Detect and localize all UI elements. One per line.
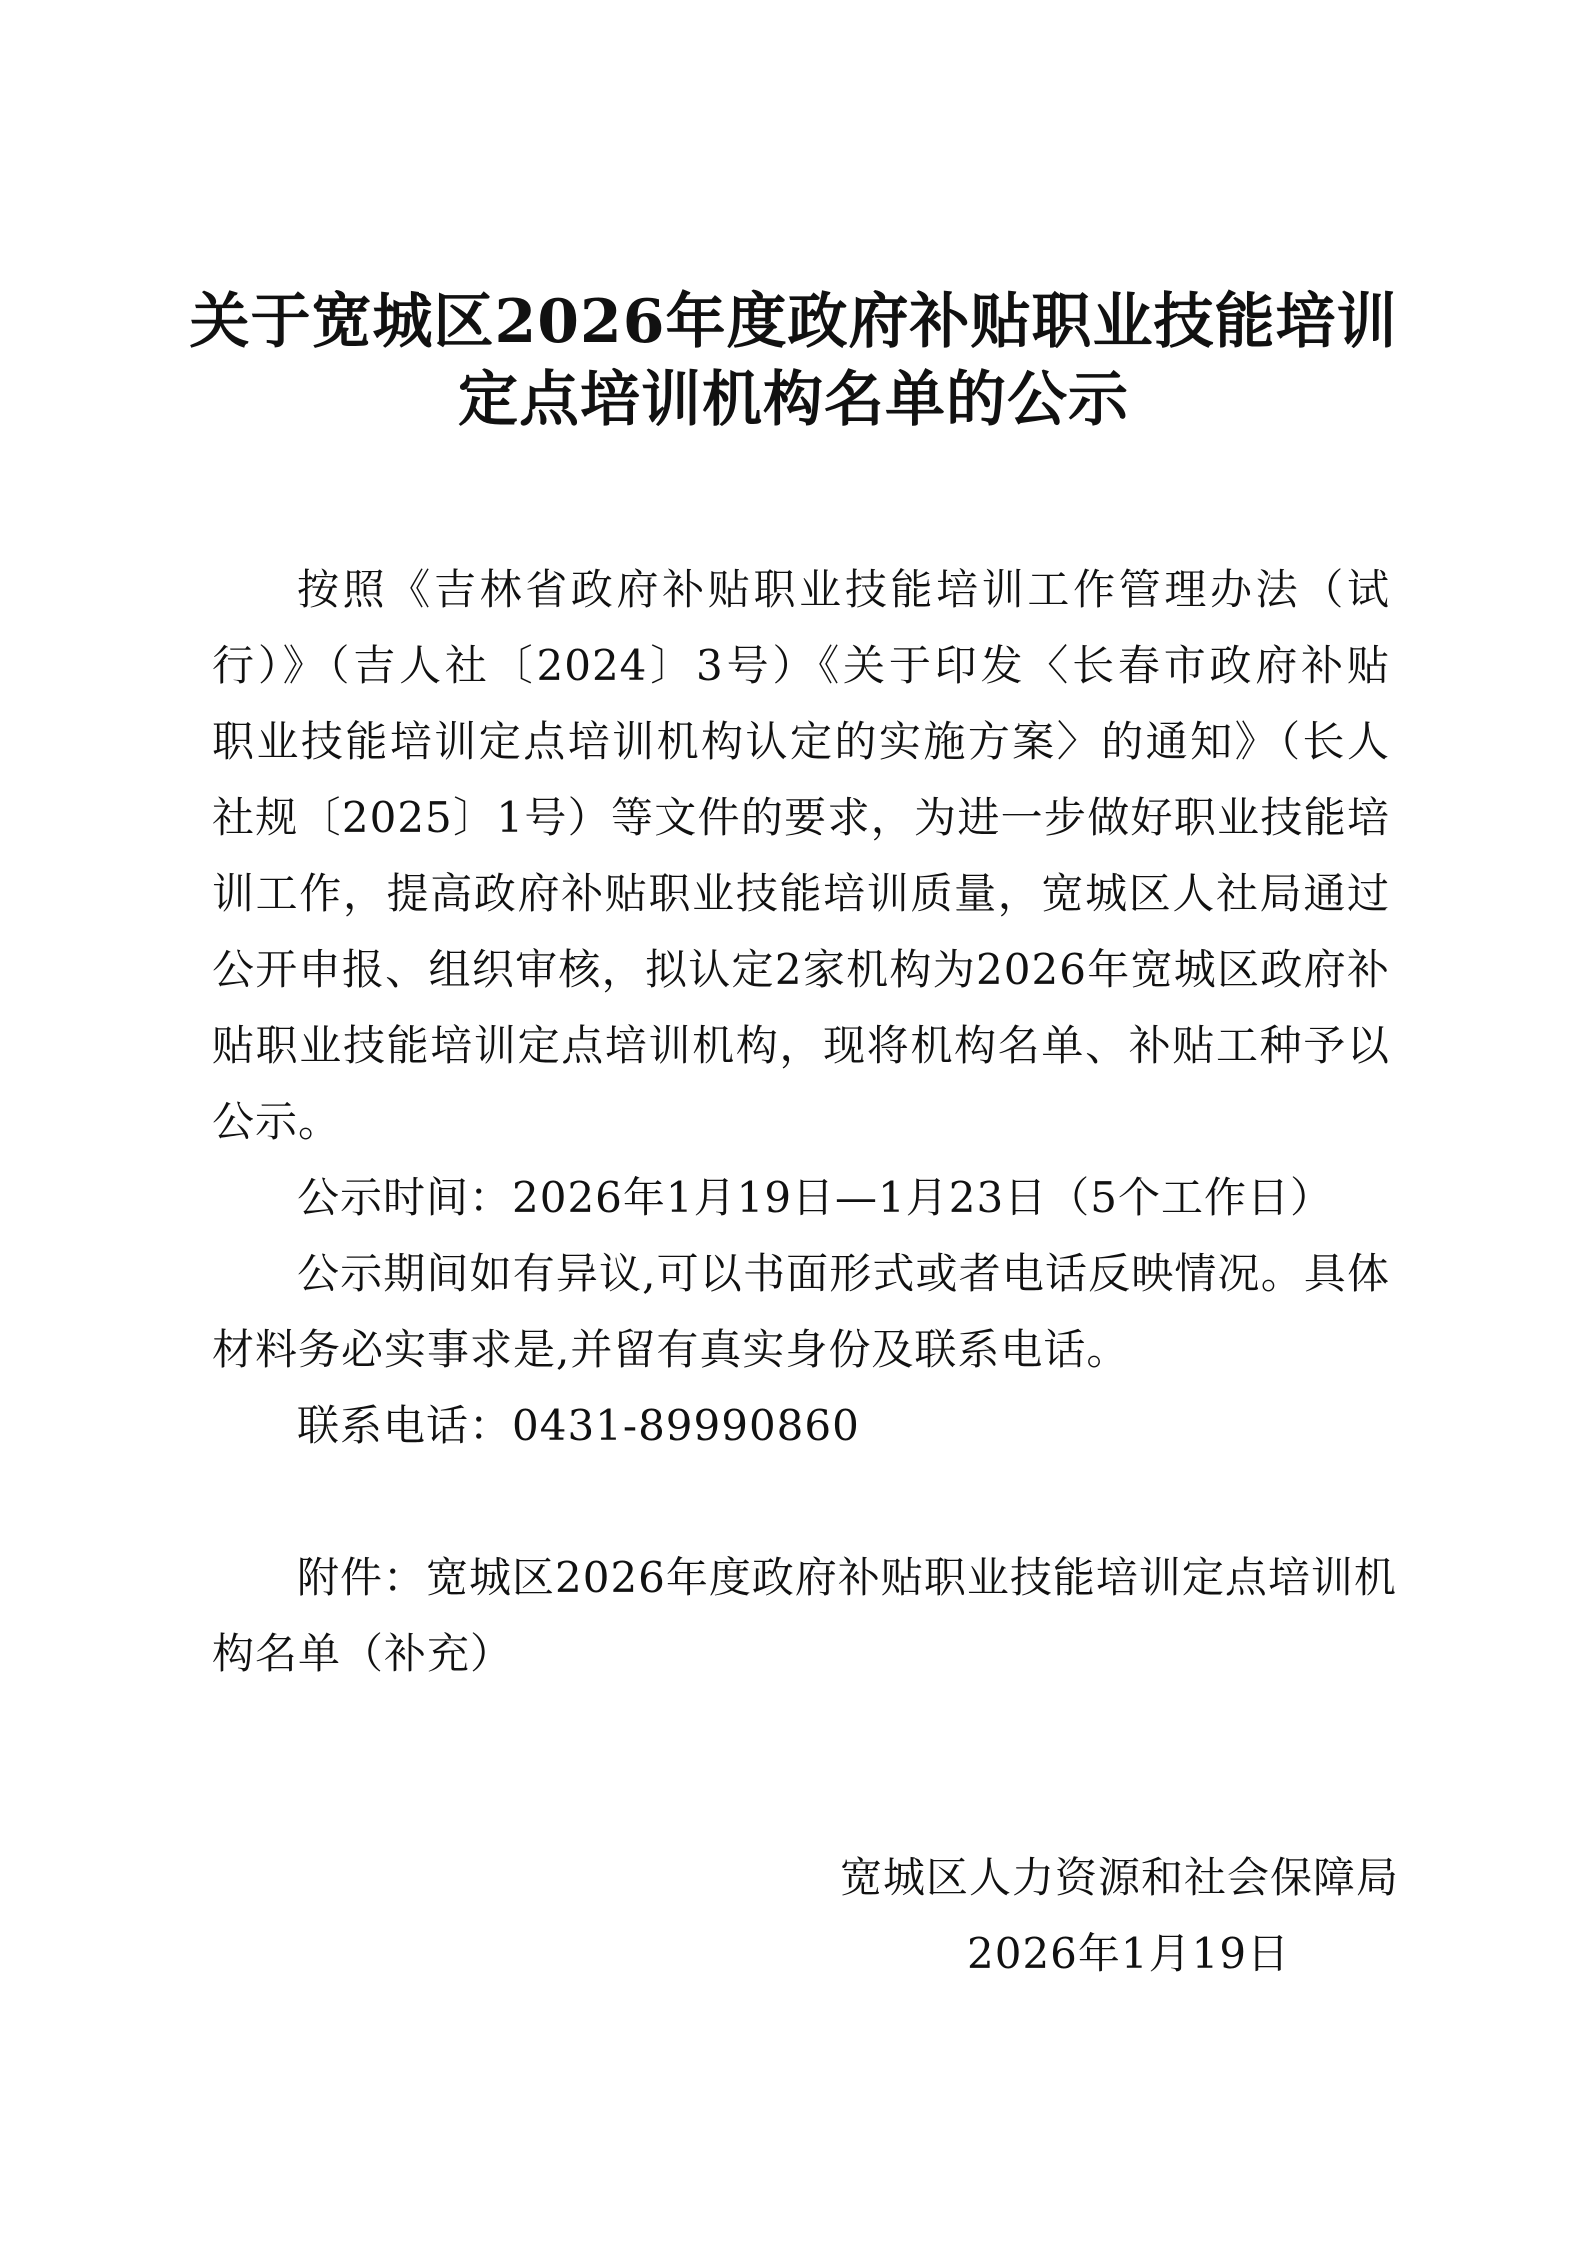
attachment-line-1: 附件：宽城区2026年度政府补贴职业技能培训定点培训机 bbox=[297, 1553, 1397, 1602]
contact-phone: 联系电话：0431-89990860 bbox=[297, 1401, 860, 1450]
document-title-line-1: 关于宽城区2026年度政府补贴职业技能培训 bbox=[189, 287, 1398, 357]
attachment-line-2: 构名单（补充） bbox=[212, 1629, 514, 1678]
body-paragraph-line: 训工作，提高政府补贴职业技能培训质量，宽城区人社局通过 bbox=[212, 869, 1390, 918]
issuer-name: 宽城区人力资源和社会保障局 bbox=[840, 1853, 1400, 1902]
body-paragraph-line: 按照《吉林省政府补贴职业技能培训工作管理办法（试 bbox=[297, 565, 1390, 614]
document-title-line-2: 定点培训机构名单的公示 bbox=[458, 365, 1129, 435]
body-paragraph-line: 社规〔2025〕1号）等文件的要求，为进一步做好职业技能培 bbox=[212, 793, 1390, 842]
objection-line-2: 材料务必实事求是,并留有真实身份及联系电话。 bbox=[212, 1325, 1130, 1374]
body-paragraph-line: 贴职业技能培训定点培训机构，现将机构名单、补贴工种予以 bbox=[212, 1021, 1390, 1070]
body-paragraph-line: 公示。 bbox=[212, 1097, 342, 1146]
objection-line-1: 公示期间如有异议,可以书面形式或者电话反映情况。具体 bbox=[297, 1249, 1390, 1298]
body-paragraph-line: 行）》（吉人社〔2024〕3号）《关于印发〈长春市政府补贴 bbox=[212, 641, 1390, 690]
body-paragraph-line: 公开申报、组织审核，拟认定2家机构为2026年宽城区政府补 bbox=[212, 945, 1390, 994]
body-paragraph-line: 职业技能培训定点培训机构认定的实施方案〉的通知》（长人 bbox=[212, 717, 1390, 766]
notice-time: 公示时间：2026年1月19日—1月23日（5个工作日） bbox=[297, 1173, 1333, 1222]
issue-date: 2026年1月19日 bbox=[967, 1929, 1291, 1978]
